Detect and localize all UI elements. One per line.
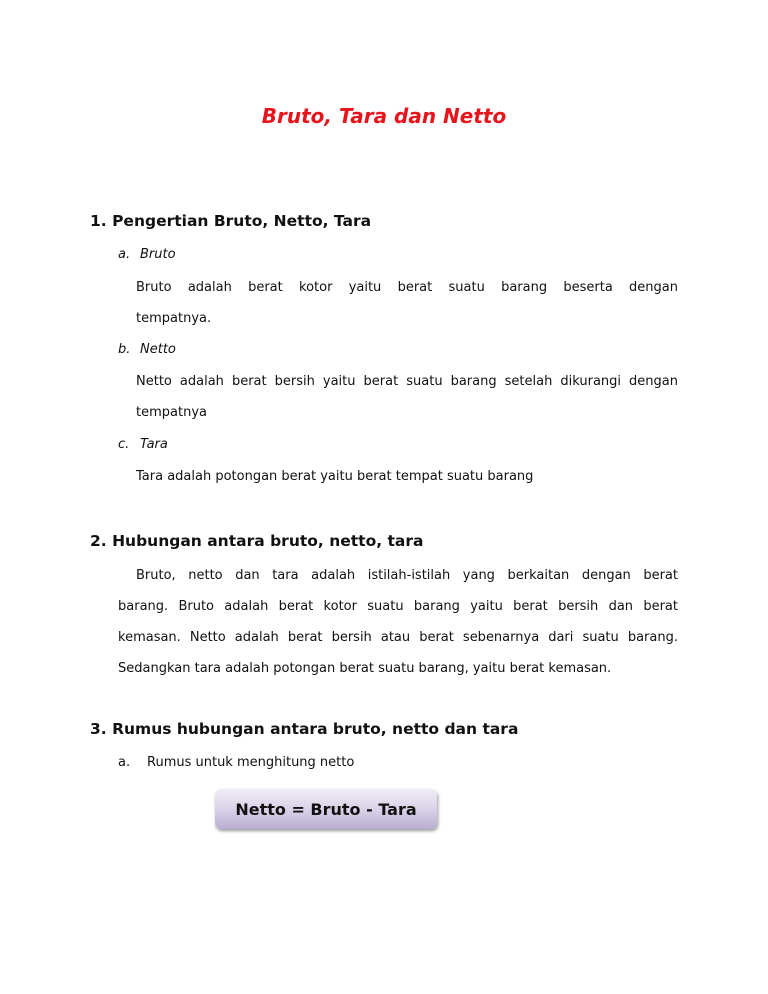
item-c-marker: c. (118, 437, 130, 452)
item-b-label: Netto (140, 342, 176, 357)
netto-definition-cont: tempatnya (136, 405, 207, 420)
tara-definition: Tara adalah potongan berat yaitu berat tempat suatu barang (136, 469, 534, 484)
section-3-heading: 3. Rumus hubungan antara bruto, netto dan tara (90, 720, 519, 738)
item-a-label: Rumus untuk menghitung netto (147, 755, 355, 770)
item-a-label: Bruto (140, 247, 176, 262)
item-c-label: Tara (140, 437, 168, 452)
item-b-marker: b. (118, 342, 131, 357)
document-title: Bruto, Tara dan Netto (261, 104, 507, 128)
bruto-definition-cont: tempatnya. (136, 311, 212, 326)
item-a-marker: a. (118, 247, 131, 262)
section-1-heading: 1. Pengertian Bruto, Netto, Tara (90, 212, 372, 230)
formula-text: Netto = Bruto - Tara (235, 799, 417, 819)
section-2-heading: 2. Hubungan antara bruto, netto, tara (90, 532, 424, 550)
paragraph-line: kemasan. Netto adalah berat bersih atau berat sebenarnya dari suatu barang. (118, 630, 678, 645)
paragraph-line: Sedangkan tara adalah potongan berat suatu barang, yaitu berat kemasan. (118, 661, 612, 676)
paragraph-line: barang. Bruto adalah berat kotor suatu barang yaitu berat bersih dan berat (118, 599, 678, 614)
bruto-definition: Bruto adalah berat kotor yaitu berat suatu barang beserta dengan (136, 280, 678, 295)
paragraph-line: Bruto, netto dan tara adalah istilah-istilah yang berkaitan dengan berat (136, 568, 678, 583)
item-a-marker: a. (118, 755, 131, 770)
formula-box (215, 789, 437, 829)
netto-definition: Netto adalah berat bersih yaitu berat suatu barang setelah dikurangi dengan (136, 374, 678, 389)
